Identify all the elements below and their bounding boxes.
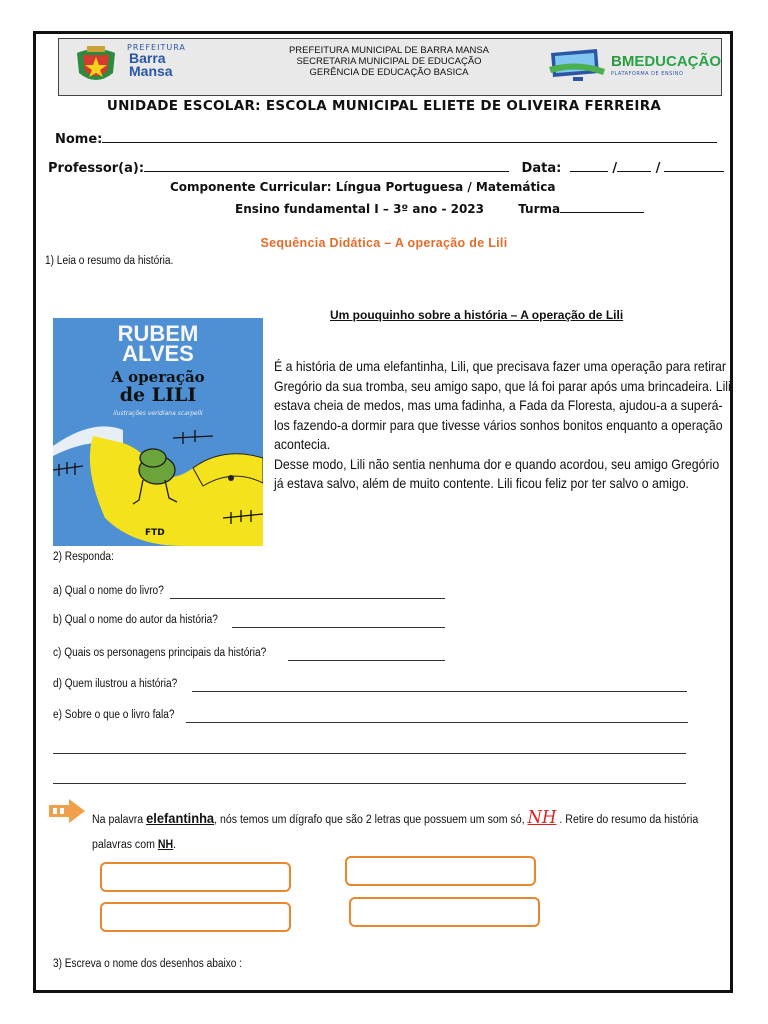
arrow-right-icon <box>47 797 87 825</box>
answer-2e-line-extra[interactable] <box>53 752 686 754</box>
cover-author-1: RUBEM <box>117 321 199 346</box>
school-title: UNIDADE ESCOLAR: ESCOLA MUNICIPAL ELIETE DE OLIVEIRA FERREIRA <box>106 98 662 114</box>
date-year-field[interactable] <box>664 159 724 172</box>
answer-box-1[interactable] <box>100 862 291 892</box>
answer-box-3[interactable] <box>100 902 291 932</box>
office-line: GERÊNCIA DE EDUCAÇÃO BASICA <box>309 67 469 78</box>
book-cover-image <box>53 318 263 546</box>
name-field-row: Nome: <box>55 130 717 147</box>
office-line: PREFEITURA MUNICIPAL DE BARRA MANSA <box>288 45 490 56</box>
answer-2c-line[interactable] <box>288 659 445 661</box>
answer-box-2[interactable] <box>345 856 536 886</box>
monitor-logo-icon <box>547 47 607 83</box>
answer-2d-line[interactable] <box>192 690 687 692</box>
answer-box-4[interactable] <box>349 897 540 927</box>
summary-paragraph-1: É a história de uma elefantinha, Lili, que precisava fazer uma operação para retirar Gregório da sua tromba, seu amigo sapo, que lá foi parar após uma brincadeira. Lili estava cheia de medos, mas uma fadinha, a Fada da Floresta, ajudou-a a superá-los fazendo-a dormir para que tivesse vários sonhos bonitos enquanto a operação acontecia. <box>274 358 731 452</box>
cover-illustrator: ilustrações veridiana scarpelli <box>113 410 203 417</box>
prefeitura-label: PREFEITURA <box>127 43 186 52</box>
summary-paragraph-2: Desse modo, Lili não sentia nenhuma dor e quando acordou, seu amigo Gregório já estava salvo, além de muito contente. Lili ficou feliz por ter salvo o amigo. <box>274 455 720 491</box>
sequence-title: Sequência Didática – A operação de Lili <box>260 236 508 250</box>
digraph-nh-script: NH <box>527 807 557 828</box>
date-month-field[interactable] <box>617 159 651 172</box>
office-block <box>239 45 539 78</box>
name-field[interactable] <box>102 130 717 143</box>
city-name: Barra Mansa <box>129 50 173 79</box>
grade-line: Ensino fundamental I – 3º ano - 2023 Turma <box>235 200 644 216</box>
office-line: SECRETARIA MUNICIPAL DE EDUCAÇÃO <box>296 56 482 67</box>
class-field[interactable] <box>560 200 644 213</box>
header-banner <box>58 38 722 96</box>
teacher-field[interactable] <box>144 159 509 172</box>
cover-publisher: FTD <box>145 528 165 538</box>
answer-2a-line[interactable] <box>170 597 445 599</box>
cover-title-1: A operação <box>111 368 205 386</box>
question-2e: e) Sobre o que o livro fala? <box>53 709 175 721</box>
cover-title-2: de LILI <box>119 384 197 406</box>
curricular-component: Componente Curricular: Língua Portuguesa / Matemática <box>170 180 556 194</box>
city-crest-icon <box>69 43 123 89</box>
cover-author-2: ALVES <box>122 341 194 366</box>
date-day-field[interactable] <box>570 159 608 172</box>
summary-title: Um pouquinho sobre a história – A operação de Lili <box>330 308 624 322</box>
question-2b: b) Qual o nome do autor da história? <box>53 614 218 626</box>
question-2d: d) Quem ilustrou a história? <box>53 678 178 690</box>
keyword-elefantinha: elefantinha <box>146 810 215 826</box>
story-summary <box>274 357 732 494</box>
question-3: 3) Escreva o nome dos desenhos abaixo : <box>53 958 243 970</box>
digraph-nh-bold: NH <box>157 839 174 851</box>
teacher-field-row: Professor(a): Data: / / <box>48 159 724 176</box>
question-2c: c) Quais os personagens principais da história? <box>53 647 267 659</box>
question-2a: a) Qual o nome do livro? <box>53 585 164 597</box>
answer-2e-line-extra[interactable] <box>53 782 686 784</box>
answer-2e-line[interactable] <box>186 721 688 723</box>
bm-tagline: PLATAFORMA DE ENSINO <box>611 71 684 77</box>
question-1: 1) Leia o resumo da história. <box>45 255 174 267</box>
digraph-instruction: Na palavra elefantinha, nós temos um dígrafo que são 2 letras que possuem um som só, NH . Retire do resumo da história palavras com NH. <box>92 807 699 851</box>
bm-educacao-logo: BMEDUCAÇÃO <box>611 53 721 70</box>
question-2-intro: 2) Responda: <box>53 551 114 563</box>
answer-2b-line[interactable] <box>232 626 445 628</box>
